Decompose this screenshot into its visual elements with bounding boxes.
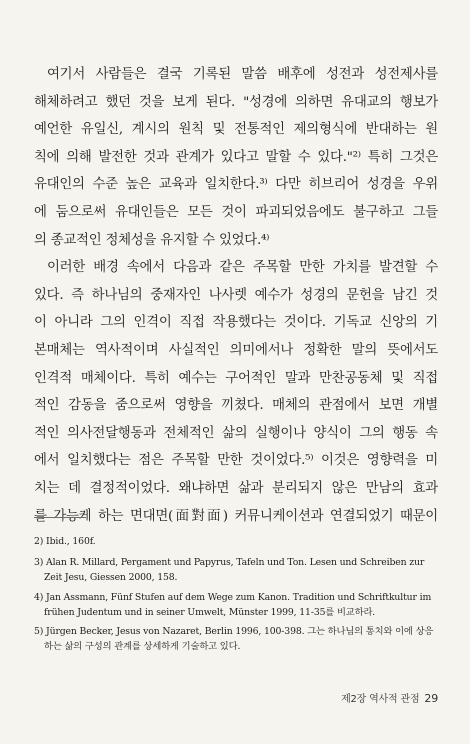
footnote-separator	[34, 517, 86, 518]
chapter-title: 제2장 역사적 관점	[341, 694, 420, 705]
text-line: 이러한 배경 속에서 다음과 같은 주목할 만한 가치를 발견할 수	[47, 260, 438, 276]
text-line: 이 아니라 그의 인격이 직접 작용했다는 것이다. 기독교 신앙의 기	[34, 315, 438, 331]
footnote: 3) Alan R. Millard, Pergament und Papyrus, Tafeln und Ton. Lesen und Schreiben zur Zeit Jesu, Giessen 2000, 158.	[34, 557, 425, 583]
text-line: 본매체는 역사적이며 사실적인 의미에서나 정확한 말의 뜻에서도	[34, 342, 438, 358]
text-line: 인격적 매체이다. 특히 예수는 구어적인 말과 만찬공동체 및 직접	[34, 370, 438, 386]
text-line: 에 둠으로써 유대인들은 모든 것이 파괴되었음에도 불구하고 그들	[34, 204, 438, 220]
text-line: 치는 데 결정적이었다. 왜냐하면 삶과 분리되지 않은 만남의 효과	[34, 480, 438, 496]
page-number: 29	[424, 692, 438, 705]
text-line: 예언한 유일신, 계시의 원칙 및 전통적인 제의형식에 반대하는 원	[34, 122, 438, 138]
text-line: 를 가능케 하는 면대면(面對面) 커뮤니케이션과 연결되었기 때문이	[34, 508, 438, 524]
body-text	[34, 61, 438, 530]
running-footer	[341, 690, 438, 705]
text-line: 의 종교적인 정체성을 유지할 수 있었다.⁴⁾	[34, 232, 270, 248]
text-line: 해체하려고 했던 것을 보게 된다. "성경에 의하면 유대교의 행보가	[34, 94, 438, 110]
text-line: 있다. 즉 하나님의 중재자인 나사렛 예수가 성경의 문헌을 남긴 것	[34, 287, 438, 303]
text-line: 적인 감동을 줌으로써 영향을 끼쳤다. 매체의 관점에서 보면 개별	[34, 398, 438, 414]
text-line: 적인 의사전달행동과 전체적인 삶의 실행이나 양식이 그의 행동 속	[34, 425, 438, 441]
text-line: 여기서 사람들은 결국 기록된 말씀 배후에 성전과 성전제사를	[47, 67, 438, 82]
text-line: 에서 일치했다는 점은 주목할 만한 것이었다.⁵⁾ 이것은 영향력을 미	[34, 453, 438, 469]
footnotes	[34, 534, 438, 659]
footnote: 5) Jürgen Becker, Jesus von Nazaret, Berlin 1996, 100-398. 그는 하나님의 통치와 이에 상응하는 삶의 구성의 관계를 상세하게 기술하고 있다.	[34, 626, 434, 652]
footnote: 4) Jan Assmann, Fünf Stufen auf dem Wege zum Kanon. Tradition und Schriftkultur im frühen Judentum und in seiner Umwelt, Münster 1999, 11-35를 비교하라.	[34, 591, 432, 618]
text-line: 유대인의 수준 높은 교육과 일치한다.³⁾ 다만 히브리어 성경을 우위	[34, 177, 438, 193]
text-line: 칙에 의해 발전한 것과 관계가 있다고 말할 수 있다."²⁾ 특히 그것은	[34, 149, 438, 165]
footnote: 2) Ibid., 160f.	[34, 536, 96, 547]
